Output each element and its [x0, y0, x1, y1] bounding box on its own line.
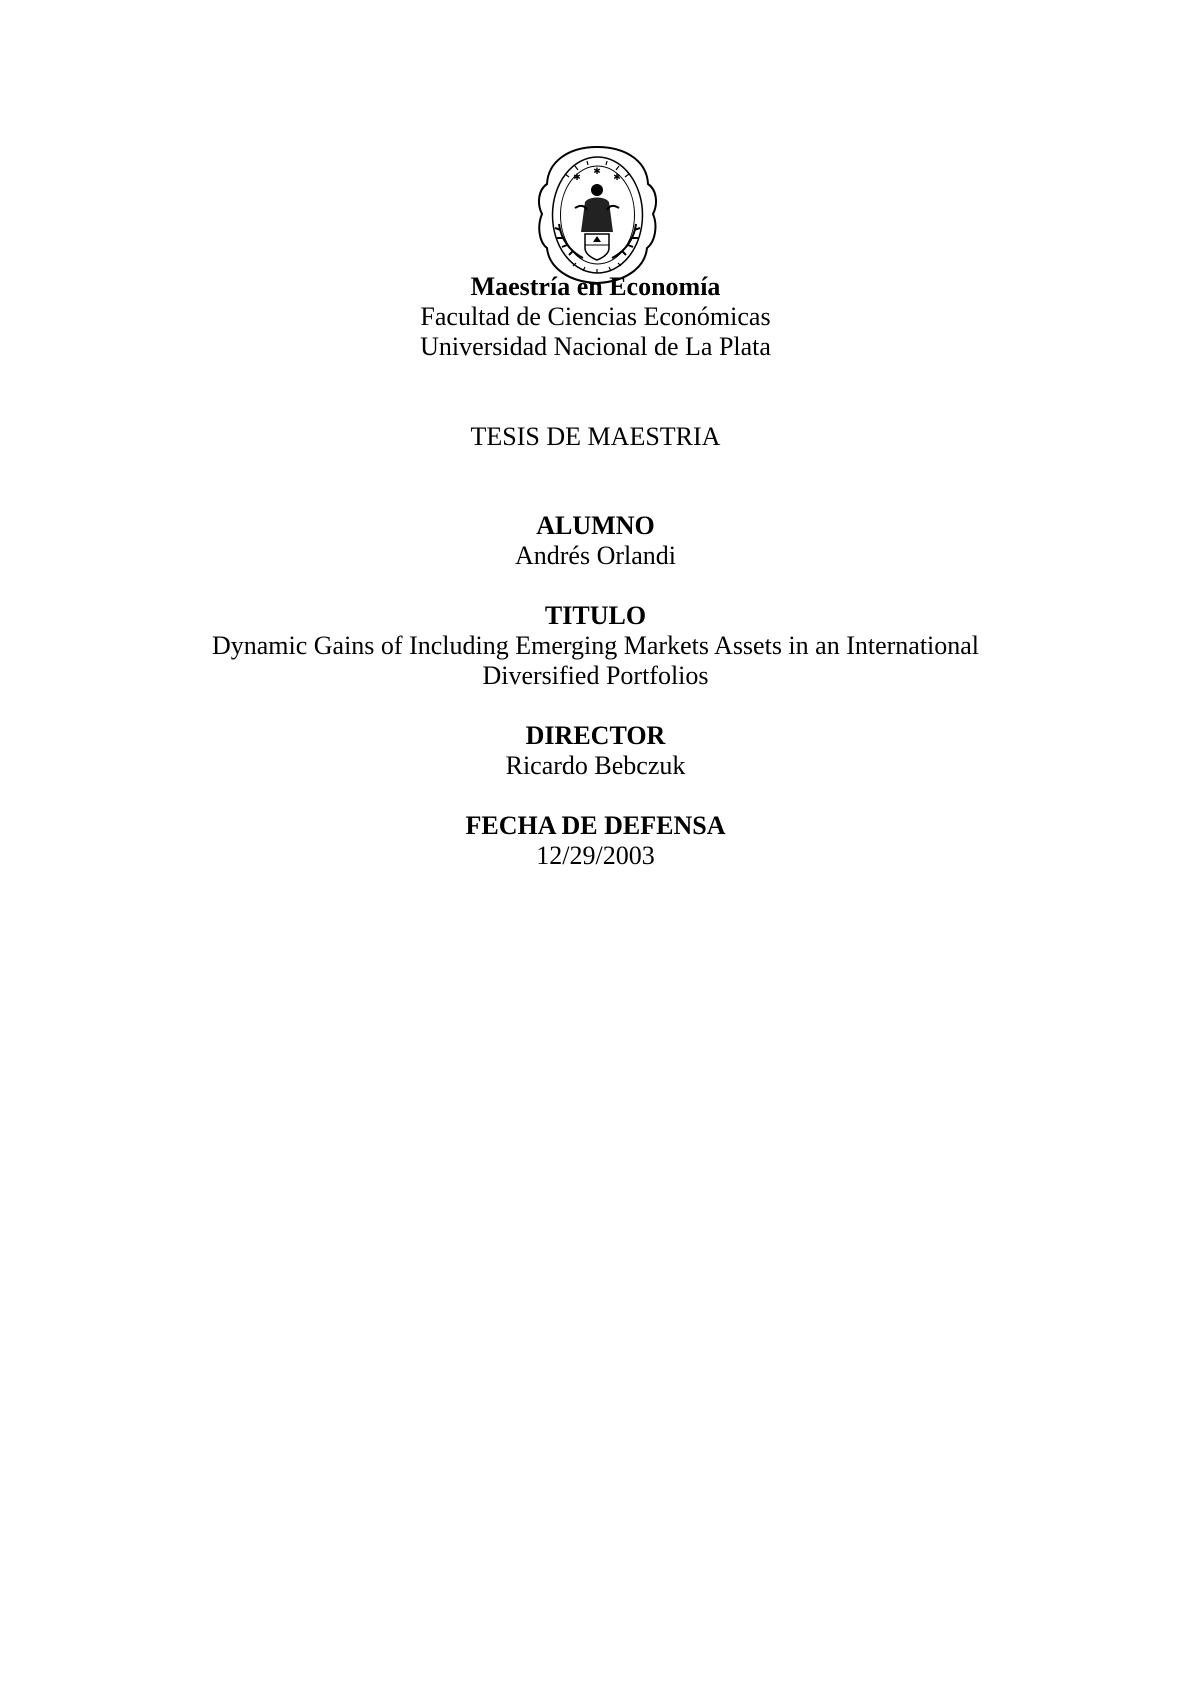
defense-date-value: 12/29/2003	[536, 841, 655, 870]
thesis-title-line-1: Dynamic Gains of Including Emerging Markets Assets in an International	[211, 631, 980, 660]
thesis-title-line-2: Diversified Portfolios	[482, 661, 709, 690]
program-name: Maestría en Economía	[470, 272, 721, 301]
student-name: Andrés Orlandi	[514, 541, 676, 570]
student-label: ALUMNO	[536, 511, 655, 540]
svg-text:✱: ✱	[593, 167, 601, 177]
university-seal-icon	[535, 144, 660, 286]
svg-text:✱: ✱	[573, 173, 581, 183]
defense-date-label: FECHA DE DEFENSA	[465, 811, 726, 840]
faculty-name: Facultad de Ciencias Económicas	[420, 302, 771, 331]
university-name: Universidad Nacional de La Plata	[420, 332, 771, 361]
director-label: DIRECTOR	[525, 721, 666, 750]
director-name: Ricardo Bebczuk	[505, 751, 686, 780]
title-label: TITULO	[544, 601, 647, 630]
svg-text:✱: ✱	[613, 173, 621, 183]
document-type: TESIS DE MAESTRIA	[470, 422, 721, 451]
